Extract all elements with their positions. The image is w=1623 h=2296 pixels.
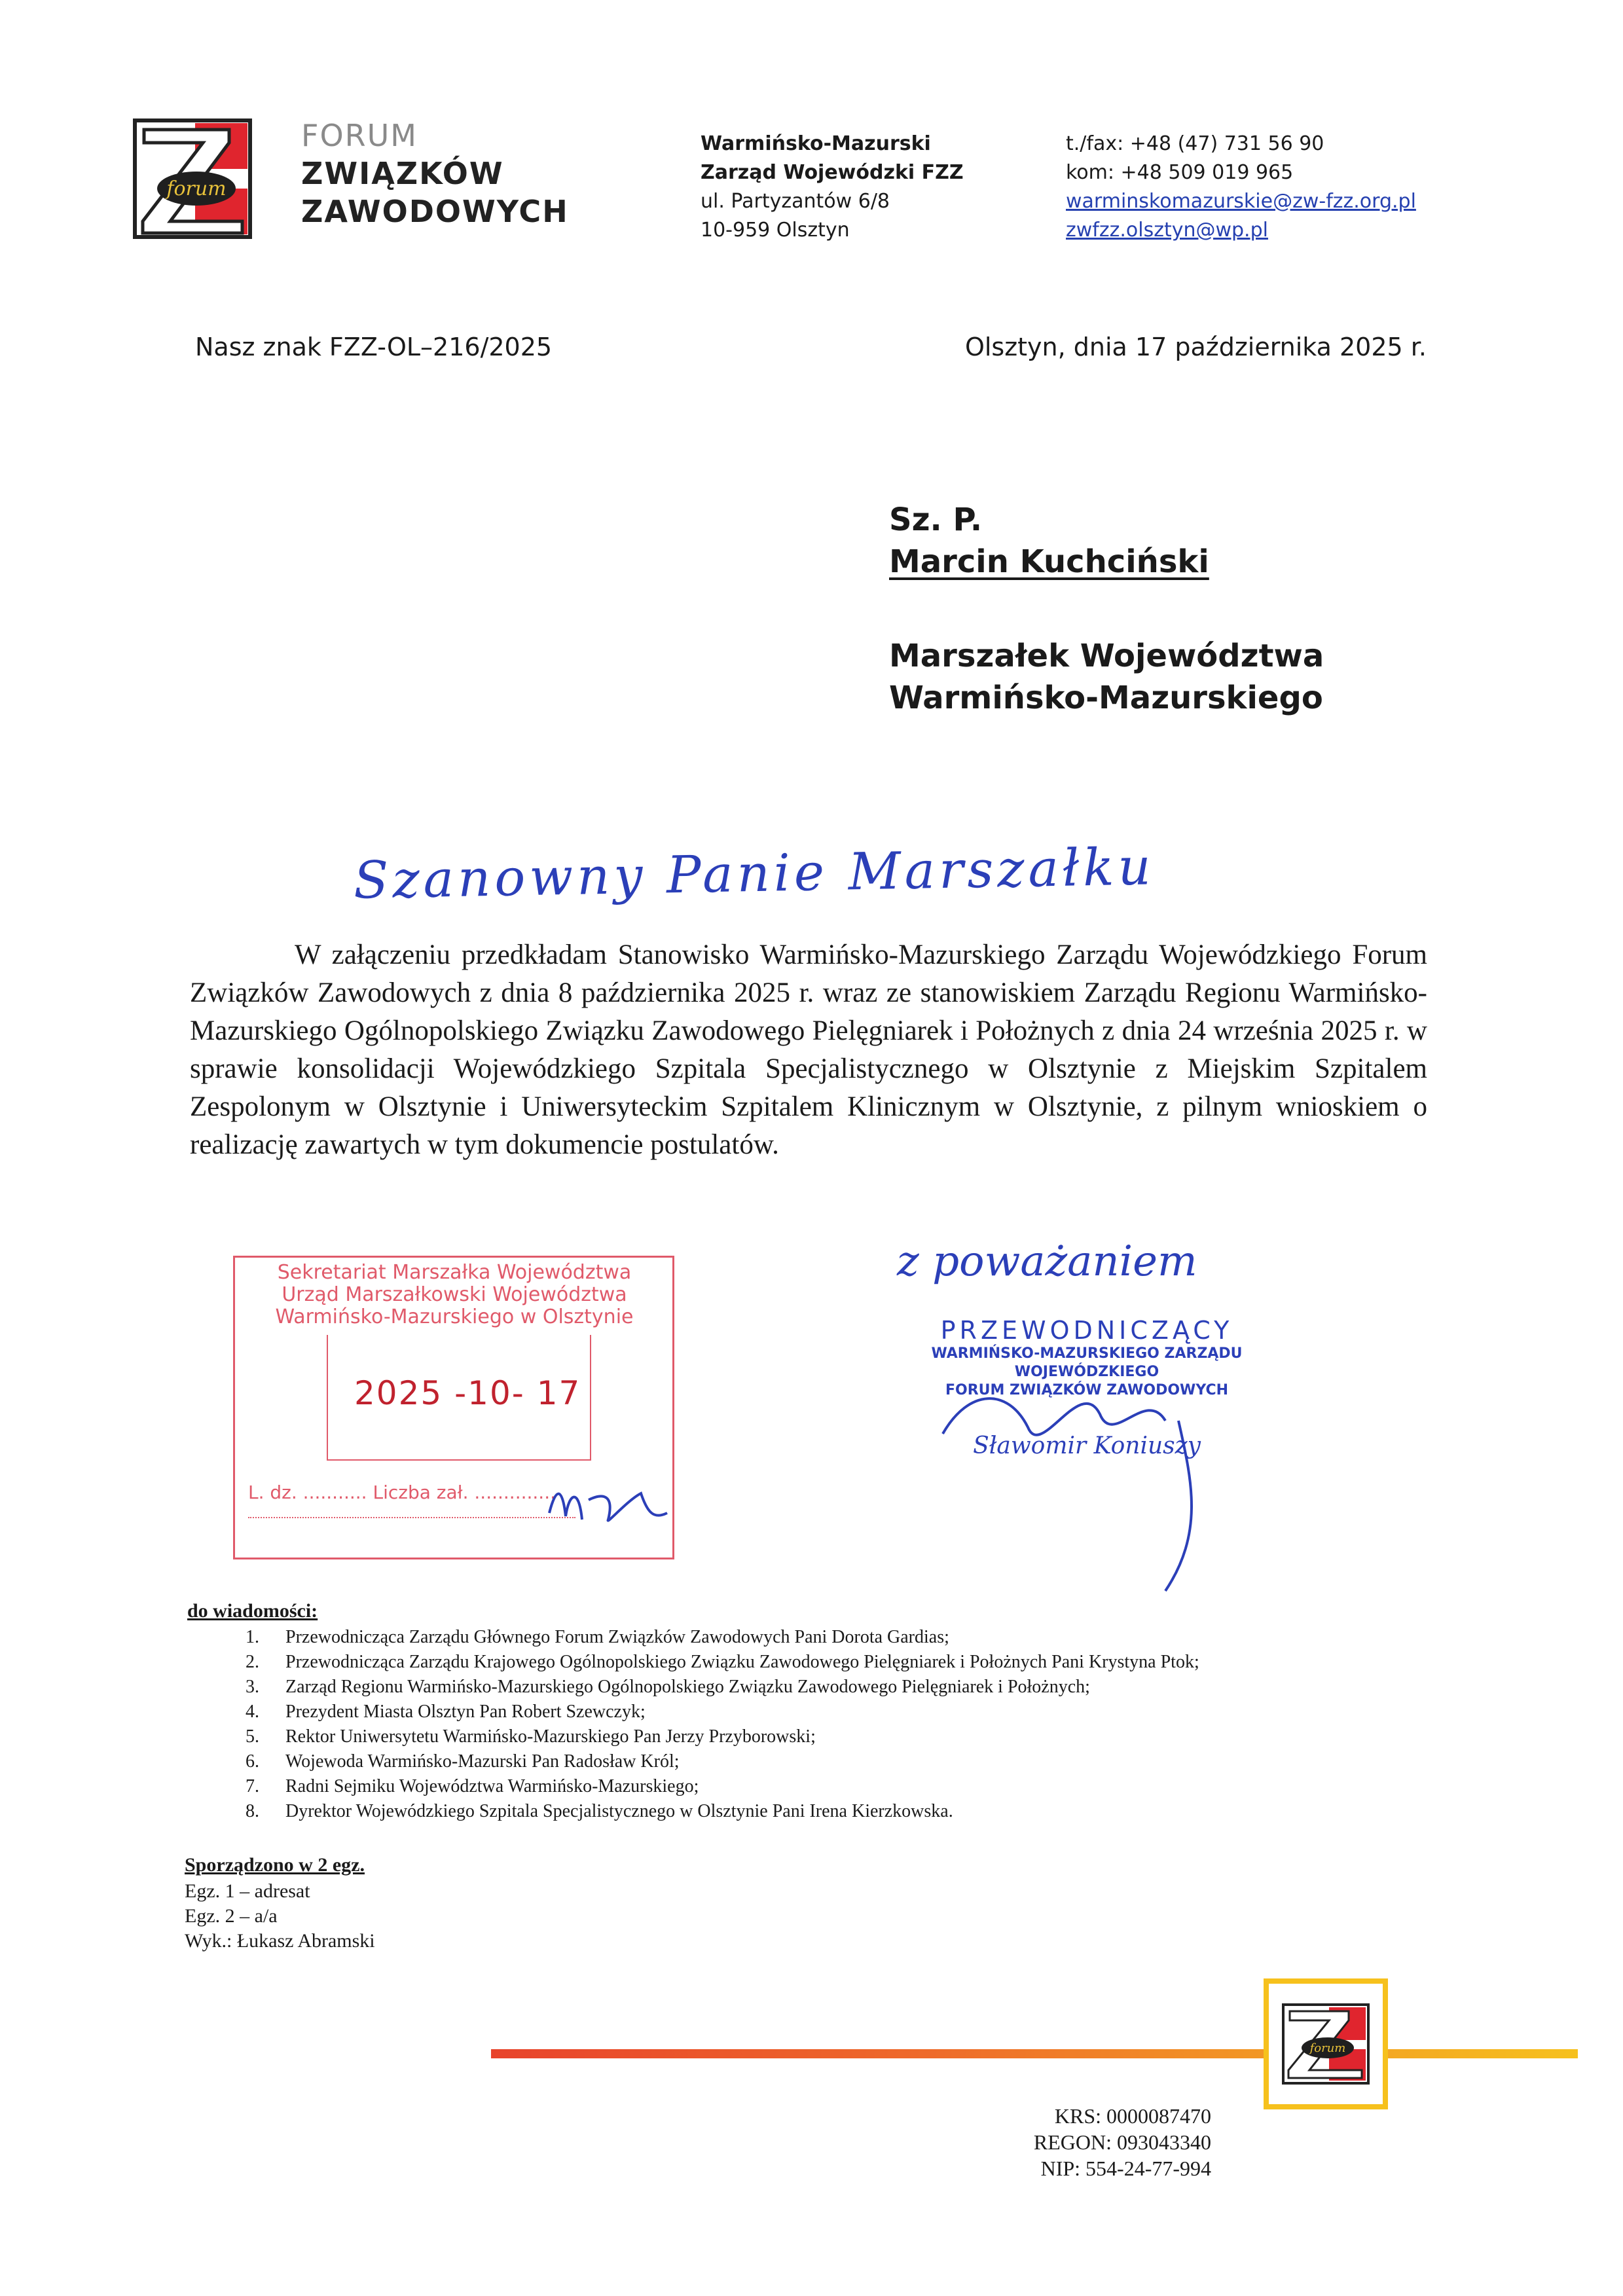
email-link-1[interactable]: warminskomazurskie@zw-fzz.org.pl [1066,190,1416,213]
phone: t./fax: +48 (47) 731 56 90 [1066,132,1324,155]
address-line4: 10-959 Olsztyn [701,219,850,242]
org-name-line1: FORUM [301,118,418,153]
list-item: 1. Przewodnicząca Zarządu Głównego Forum Związków Zawodowych Pani Dorota Gardias; [246,1627,949,1647]
registry-stamp [233,1256,674,1559]
signature-name: Sławomir Koniuszy [973,1432,1201,1459]
svg-text:forum: forum [1309,2041,1346,2055]
sender-address [701,130,964,245]
stamp-date-box [327,1335,591,1461]
handwritten-closing: z poważaniem [897,1237,1197,1286]
signature-org-1: WARMIŃSKO-MAZURSKIEGO ZARZĄDU WOJEWÓDZKIEGO [931,1345,1243,1380]
registration-numbers [995,2103,1211,2181]
sender-contact [1066,130,1416,245]
recipient-title-1: Marszałek Województwa [889,638,1324,674]
list-item: 8. Dyrektor Wojewódzkiego Szpitala Specjalistycznego w Olsztynie Pani Irena Kierzkowska. [246,1801,953,1821]
nip-number: NIP: 554-24-77-994 [1040,2157,1211,2180]
reference-number: Nasz znak FZZ-OL–216/2025 [195,333,553,361]
handwritten-greeting: Szanowny Panie Marszałku [353,837,1156,911]
email-link-2[interactable]: zwfzz.olsztyn@wp.pl [1066,219,1268,242]
distribution-title: do wiadomości: [187,1600,318,1622]
regon-number: REGON: 093043340 [1033,2130,1211,2154]
initials-signature-icon [543,1474,674,1533]
letter-body: W załączeniu przedkładam Stanowisko Warmińsko-Mazurskiego Zarządu Wojewódzkiego Forum Związków Zawodowych z dnia 8 października 2025 r. wraz ze stanowiskiem Zarządu Regionu Warmińsko-Mazurskiego Ogólnopolskiego Związku Zawodowego Pielęgniarek i Położnych z dnia 24 września 2025 r. w sprawie konsolidacji Wojewódzkiego Szpitala Specjalistycznego w Olsztynie z Miejskim Szpitalem Zespolonym w Olsztynie i Uniwersyteckim Szpitalem Klinicznym w Olsztynie, z pilnym wnioskiem o realizację zawartych w tym dokumencie postulatów. [190,939,1427,1160]
stamp-date: 2025 -10- 17 [354,1374,581,1412]
mobile: kom: +48 509 019 965 [1066,161,1294,184]
footer-logo [1264,1978,1388,2109]
recipient-block [889,499,1324,719]
org-name [301,117,569,230]
list-item: 4. Prezydent Miasta Olsztyn Pan Robert Szewczyk; [246,1702,646,1722]
letter-date: Olsztyn, dnia 17 października 2025 r. [964,333,1427,361]
address-line1: Warmińsko-Mazurski [701,132,931,155]
copy-line-1: Egz. 1 – adresat [185,1880,310,1902]
recipient-title-2: Warmińsko-Mazurskiego [889,680,1323,716]
distribution-list [187,1625,1497,1824]
krs-number: KRS: 0000087470 [1054,2104,1211,2128]
signature-org-2: FORUM ZWIĄZKÓW ZAWODOWYCH [945,1382,1229,1398]
list-item: 7. Radni Sejmiku Województwa Warmińsko-Mazurskiego; [246,1776,699,1796]
list-item: 2. Przewodnicząca Zarządu Krajowego Ogólnopolskiego Związku Zawodowego Pielęgniarek i Położnych Pani Krystyna Ptok; [246,1652,1199,1672]
list-item: 5. Rektor Uniwersytetu Warmińsko-Mazurskiego Pan Jerzy Przyborowski; [246,1726,816,1747]
stamp-dotted-line [248,1517,575,1518]
fzz-logo [131,117,254,241]
stamp-line-1: Sekretariat Marszałka Województwa [277,1261,632,1284]
copies-title: Sporządzono w 2 egz. [185,1854,365,1876]
org-name-line3: ZAWODOWYCH [301,194,569,229]
list-item: 6. Wojewoda Warmińsko-Mazurski Pan Radosław Król; [246,1751,680,1772]
author-line: Wyk.: Łukasz Abramski [185,1930,375,1952]
org-name-line2: ZWIĄZKÓW [301,156,504,191]
address-line2: Zarząd Wojewódzki FZZ [701,161,964,184]
stamp-line-2: Urząd Marszałkowski Województwa [282,1283,627,1306]
signature-role: PRZEWODNICZĄCY [940,1316,1233,1345]
signature-scribble-icon [930,1349,1244,1597]
copies-list [185,1879,375,1954]
stamp-line-3: Warmińsko-Mazurskiego w Olsztynie [275,1305,634,1328]
svg-text:forum: forum [166,177,227,200]
recipient-salutation: Sz. P. [889,501,983,538]
stamp-footer: L. dz. ........... Liczba zał. .............. [248,1482,556,1503]
footer-gradient-bar [491,2049,1578,2058]
address-line3: ul. Partyzantów 6/8 [701,190,890,213]
recipient-name: Marcin Kuchciński [889,543,1209,580]
copy-line-2: Egz. 2 – a/a [185,1905,278,1927]
list-item: 3. Zarząd Regionu Warmińsko-Mazurskiego Ogólnopolskiego Związku Zawodowego Pielęgniarek i Położnych; [246,1677,1090,1697]
